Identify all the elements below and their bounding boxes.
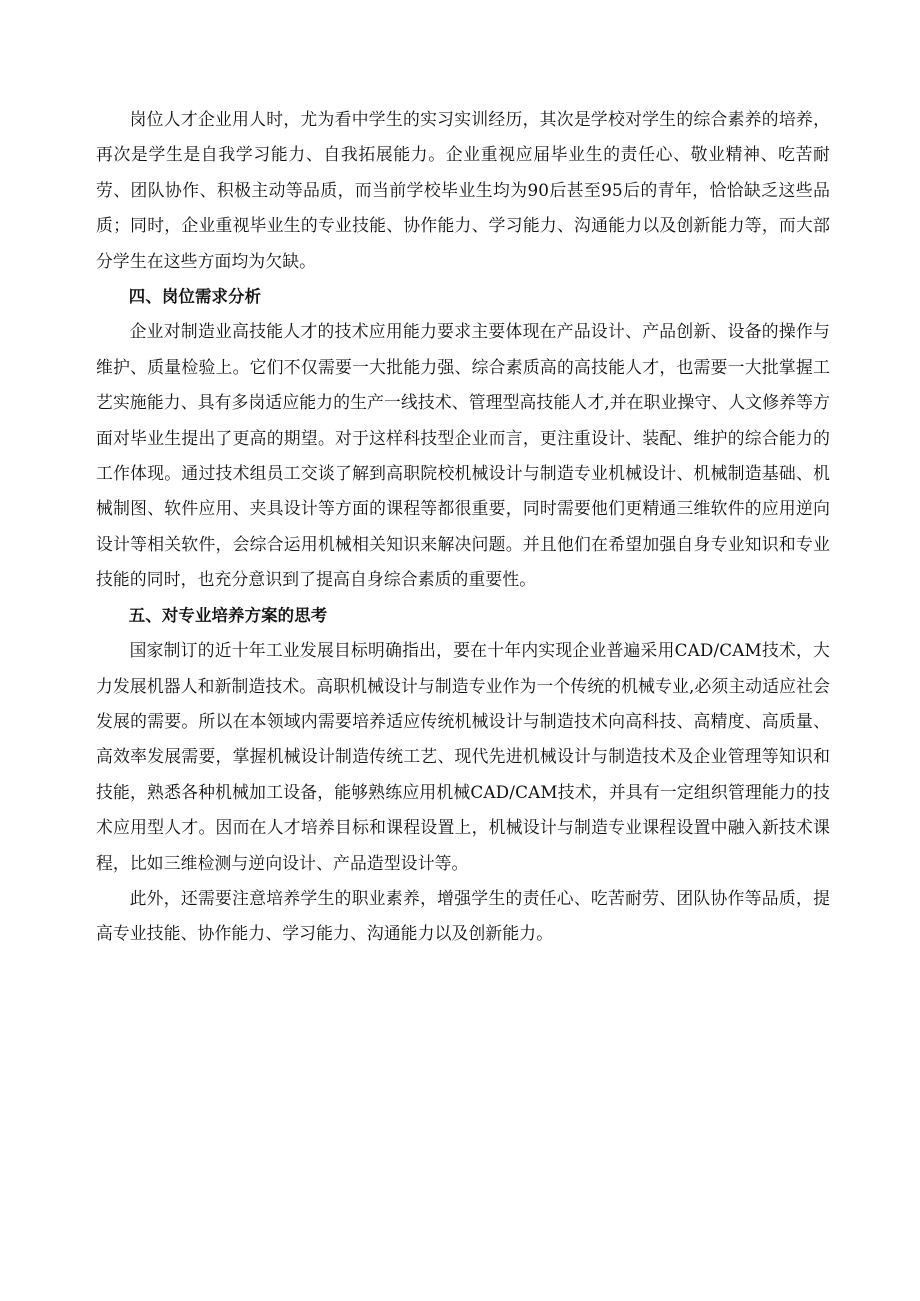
paragraph-training-plan-thoughts: 国家制订的近十年工业发展目标明确指出，要在十年内实现企业普遍采用CAD/CAM技术，大力发展机器人和新制造技术。高职机械设计与制造专业作为一个传统的机械专业,必须主动适应社会发展的需要。所以在本领域内需要培养适应传统机械设计与制造技术向高科技、高精度、高质量、高效率发展需要，掌握机械设计制造传统工艺、现代先进机械设计与制造技术及企业管理等知识和技能，熟悉各种机械加工设备，能够熟练应用机械CAD/CAM技术，并具有一定组织管理能力的技术应用型人才。因而在人才培养目标和课程设置上，机械设计与制造专业课程设置中融入新技术课程，比如三维检测与逆向设计、产品造型设计等。 [96,640,830,873]
paragraph-professional-quality: 此外，还需要注意培养学生的职业素养，增强学生的责任心、吃苦耐劳、团队协作等品质，提高专业技能、协作能力、学习能力、沟通能力以及创新能力。 [96,887,830,944]
heading-section-4: 四、岗位需求分析 [128,287,262,307]
paragraph-talent-requirements: 岗位人才企业用人时，尤为看中学生的实习实训经历，其次是学校对学生的综合素养的培养，再次是学生是自我学习能力、自我拓展能力。企业重视应届毕业生的责任心、敬业精神、吃苦耐劳、团队协作、积极主动等品质，而当前学校毕业生均为90后甚至95后的青年，恰恰缺乏这些品质；同时，企业重视毕业生的专业技能、协作能力、学习能力、沟通能力以及创新能力等，而大部分学生在这些方面均为欠缺。 [96,109,830,271]
document-body [96,102,830,952]
heading-section-5: 五、对专业培养方案的思考 [128,605,328,625]
paragraph-job-demand-analysis: 企业对制造业高技能人才的技术应用能力要求主要体现在产品设计、产品创新、设备的操作与维护、质量检验上。它们不仅需要一大批能力强、综合素质高的高技能人才，也需要一大批掌握工艺实施能力、具有多岗适应能力的生产一线技术、管理型高技能人才,并在职业操守、人文修养等方面对毕业生提出了更高的期望。对于这样科技型企业而言，更注重设计、装配、维护的综合能力的工作体现。通过技术组员工交谈了解到高职院校机械设计与制造专业机械设计、机械制造基础、机械制图、软件应用、夹具设计等方面的课程等都很重要，同时需要他们更精通三维软件的应用逆向设计等相关软件，会综合运用机械相关知识来解决问题。并且他们在希望加强自身专业知识和专业技能的同时，也充分意识到了提高自身综合素质的重要性。 [96,321,830,590]
